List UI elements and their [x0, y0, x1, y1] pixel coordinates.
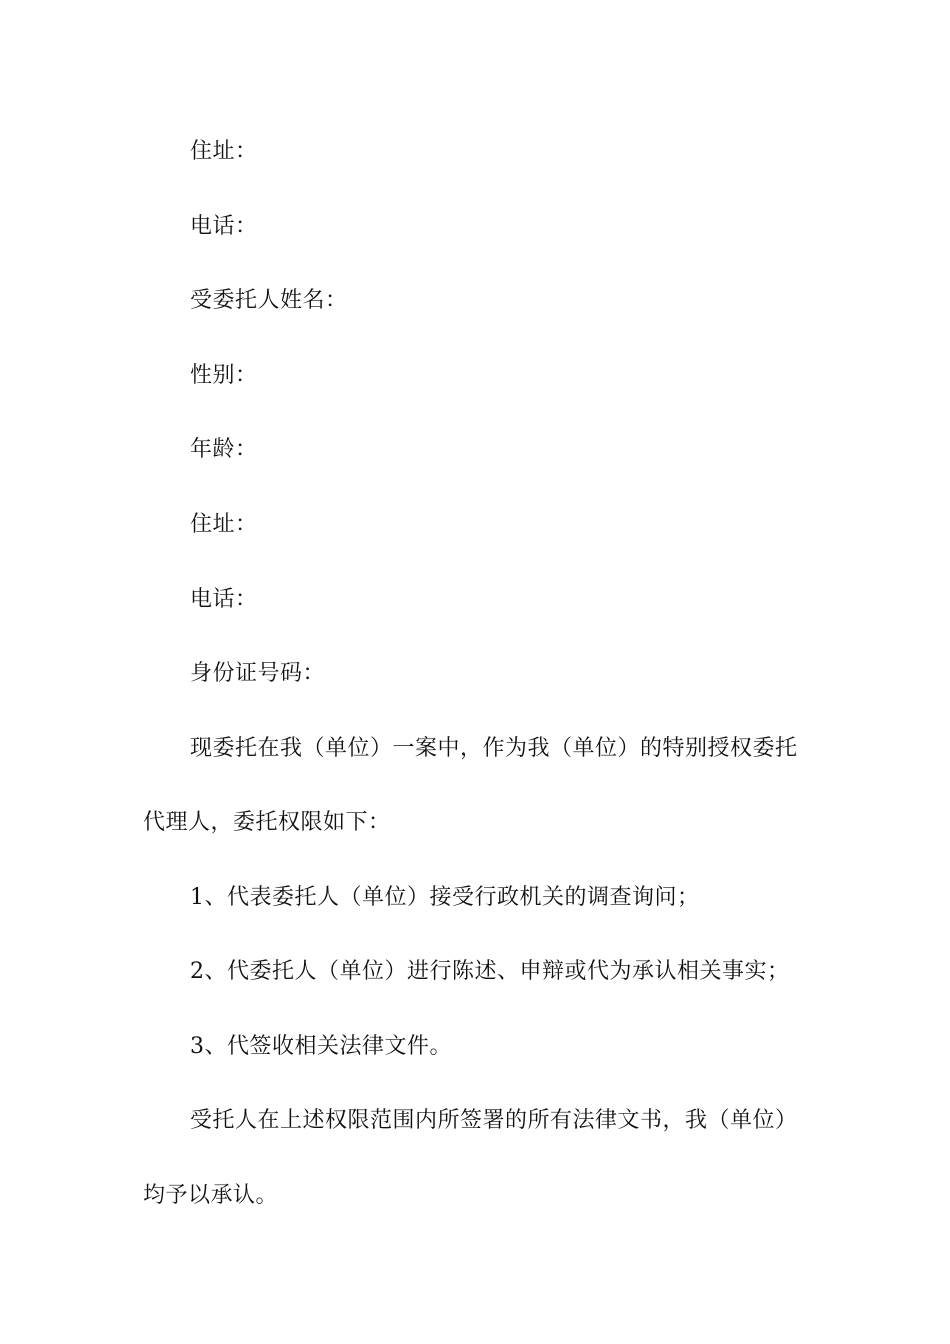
paragraph-line: 代理人，委托权限如下： [143, 810, 391, 835]
list-item: 2、代委托人（单位）进行陈述、申辩或代为承认相关事实； [190, 959, 790, 984]
paragraph-line: 均予以承认。 [143, 1183, 279, 1208]
list-item: 3、代签收相关法律文件。 [190, 1034, 452, 1059]
field-label-age: 年龄： [190, 437, 258, 462]
field-label-agent-phone: 电话： [190, 587, 258, 612]
paragraph-line: 受托人在上述权限范围内所签署的所有法律文书，我（单位） [190, 1108, 798, 1133]
field-label-id-number: 身份证号码： [190, 661, 326, 686]
field-label-address: 住址： [190, 139, 258, 164]
field-label-gender: 性别： [190, 363, 258, 388]
field-label-agent-address: 住址： [190, 512, 258, 537]
field-label-phone: 电话： [190, 214, 258, 239]
paragraph-line: 现委托在我（单位）一案中，作为我（单位）的特别授权委托 [190, 736, 798, 761]
list-item: 1、代表委托人（单位）接受行政机关的调查询问； [190, 885, 700, 910]
field-label-agent-name: 受委托人姓名： [190, 288, 348, 313]
